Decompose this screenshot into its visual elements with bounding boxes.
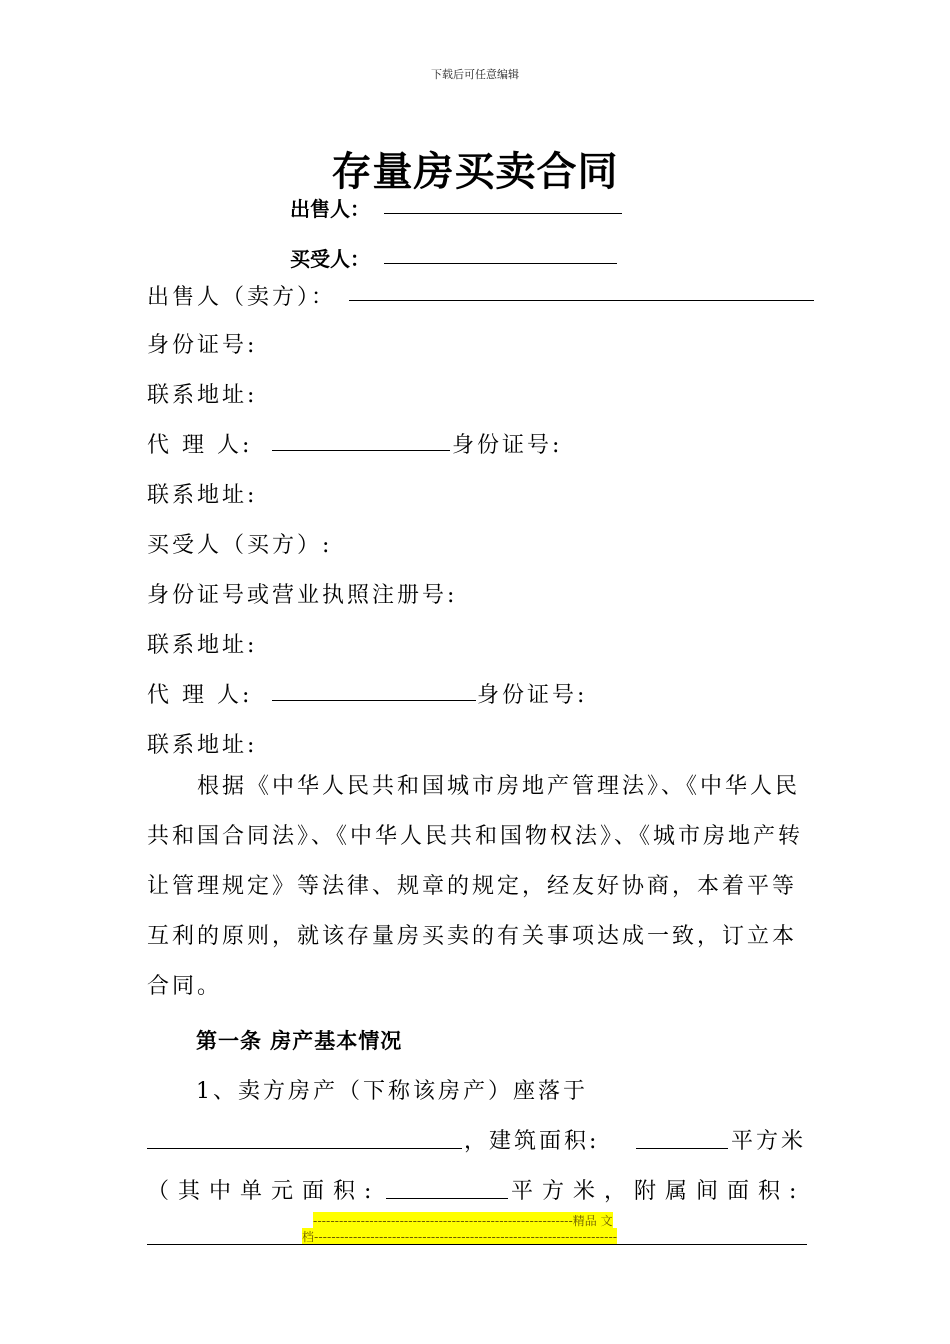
buyer-agent-label: 代 理 人: <box>147 683 253 708</box>
footer-watermark-line2: 档---------------------------------------------------------------------- <box>302 1230 618 1244</box>
article1-item1-intro: 1、卖方房产（下称该房产）座落于 <box>196 1079 588 1104</box>
seller-agent-id-label: 身份证号: <box>452 433 563 458</box>
cover-buyer-blank[interactable] <box>384 263 617 264</box>
seller-agent-blank[interactable] <box>272 450 450 451</box>
document-title: 存量房买卖合同 <box>331 149 619 195</box>
buyer-agent-id-label: 身份证号: <box>477 683 588 708</box>
cover-buyer-label: 买受人： <box>290 247 370 271</box>
seller-agent-address-label: 联系地址: <box>147 483 258 508</box>
article1-heading: 第一条 房产基本情况 <box>196 1029 403 1053</box>
seller-heading: 出售人（卖方）： <box>147 285 337 310</box>
seller-name-blank[interactable] <box>349 300 814 301</box>
annex-area-label: 附属间面积: <box>634 1179 806 1204</box>
unit-area-label: （其中单元面积: <box>147 1179 381 1204</box>
cover-seller-blank[interactable] <box>384 213 622 214</box>
seller-address-label: 联系地址: <box>147 383 258 408</box>
unit-area-blank[interactable] <box>386 1198 508 1199</box>
buyer-heading: 买受人（买方）: <box>147 533 333 558</box>
seller-id-label: 身份证号: <box>147 333 258 358</box>
header-note: 下载后可任意编辑 <box>431 68 519 81</box>
cover-seller-label: 出售人： <box>290 197 370 221</box>
buyer-address-label: 联系地址: <box>147 633 258 658</box>
preamble-paragraph: 根据《中华人民共和国城市房地产管理法》、《中华人民共和国合同法》、《中华人民共和国物权法》、《城市房地产转让管理规定》等法律、规章的规定，经友好协商，本着平等互利的原则，就该存量房买卖的有关事项达成一致，订立本合同。 <box>147 774 804 999</box>
building-area-unit: 平方米 <box>731 1129 807 1154</box>
seller-agent-label: 代 理 人: <box>147 433 253 458</box>
annex-area-blank[interactable] <box>147 1244 807 1245</box>
buyer-id-label: 身份证号或营业执照注册号: <box>147 583 458 608</box>
footer-watermark-line1: ------------------------------------------------------------精品 文 <box>313 1214 613 1228</box>
buyer-agent-blank[interactable] <box>272 700 476 701</box>
unit-area-unit: 平方米， <box>511 1179 636 1204</box>
building-area-label: ，建筑面积: <box>464 1129 600 1154</box>
building-area-blank[interactable] <box>636 1148 728 1149</box>
buyer-agent-address-label: 联系地址: <box>147 733 258 758</box>
location-blank[interactable] <box>147 1148 462 1149</box>
